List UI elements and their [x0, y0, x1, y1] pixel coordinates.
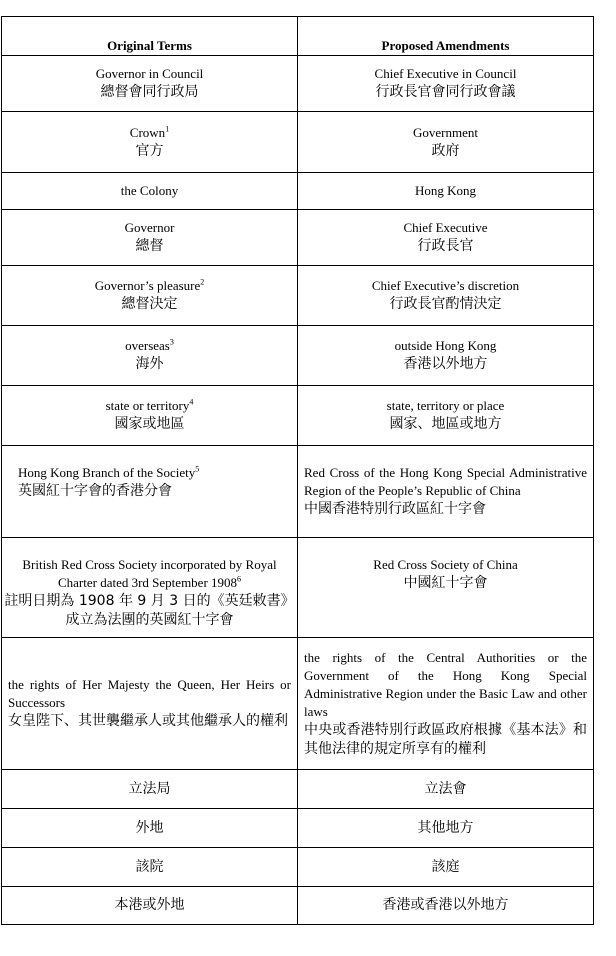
original-term-zh: 總督會同行政局: [100, 84, 199, 100]
proposed-term-en: Red Cross Society of China: [373, 557, 518, 572]
proposed-term-cell: [298, 112, 594, 173]
proposed-term-zh: 國家、地區或地方: [389, 416, 502, 432]
original-term-zh: 女皇陛下、其世襲繼承人或其他繼承人的權利: [8, 713, 288, 729]
original-term-cell: [2, 538, 298, 638]
proposed-term-en: Government: [413, 124, 478, 140]
original-term-en: British Red Cross Society incorporated by Royal Charter dated 3rd September 1908: [22, 557, 277, 590]
original-term-cell: [2, 887, 298, 925]
original-term-zh: 總督決定: [121, 296, 178, 312]
original-term-cell: [2, 112, 298, 173]
proposed-term-zh: 行政長官: [417, 238, 474, 254]
original-term-cell: [2, 848, 298, 887]
original-term-zh: 立法局: [128, 780, 171, 797]
proposed-term-en: Red Cross of the Hong Kong Special Administrative Region of the People’s Republic of China: [304, 465, 587, 498]
table-row: [2, 266, 594, 326]
proposed-term-en: state, territory or place: [386, 398, 505, 413]
original-term-en: Governor: [124, 220, 175, 235]
proposed-term-zh: 其他地方: [417, 819, 474, 836]
table-row: [2, 446, 594, 538]
original-term-zh: 國家或地區: [114, 416, 185, 432]
original-term-cell: [2, 266, 298, 326]
proposed-term-cell: [298, 638, 594, 770]
proposed-term-cell: [298, 446, 594, 538]
original-term-en: Hong Kong Branch of the Society: [18, 465, 196, 480]
proposed-term-cell: [298, 210, 594, 266]
proposed-term-zh: 中國香港特別行政區紅十字會: [304, 501, 486, 517]
table-row: [2, 386, 594, 446]
proposed-term-zh: 行政長官會同行政會議: [375, 84, 516, 100]
original-term-zh: 英國紅十字會的香港分會: [18, 483, 172, 499]
footnote-marker: 2: [200, 277, 205, 287]
footnote-marker: 4: [189, 397, 194, 407]
original-term-en: Governor’s pleasure: [94, 278, 201, 293]
table-row: [2, 210, 594, 266]
table-row: [2, 887, 594, 925]
footnote-marker: 3: [169, 337, 174, 347]
proposed-term-zh: 中國紅十字會: [403, 575, 488, 591]
proposed-term-zh: 中央或香港特別行政區政府根據《基本法》和其他法律的規定所享有的權利: [304, 721, 587, 757]
original-term-zh: 海外: [135, 356, 164, 372]
proposed-term-zh: 香港以外地方: [403, 356, 488, 372]
table-row: [2, 56, 594, 112]
footnote-marker: 6: [237, 574, 242, 584]
original-term-en: overseas: [125, 338, 170, 353]
terms-table: [1, 16, 594, 925]
original-term-en: the Colony: [120, 183, 179, 198]
proposed-term-zh: 香港或香港以外地方: [382, 897, 509, 913]
original-term-zh: 總督: [135, 238, 164, 254]
header-proposed-amendments: Proposed Amendments: [298, 17, 594, 56]
proposed-term-cell: [298, 538, 594, 638]
proposed-term-cell: [298, 887, 594, 925]
footnote-marker: 5: [195, 464, 200, 474]
original-term-cell: [2, 386, 298, 446]
proposed-term-en: Hong Kong: [414, 183, 477, 198]
proposed-term-cell: [298, 326, 594, 386]
proposed-term-en: the rights of the Central Authorities or the Government of the Hong Kong Special Administrative Region under the Basic Law and other laws: [304, 649, 587, 719]
proposed-term-zh: 立法會: [424, 780, 467, 797]
original-term-cell: [2, 809, 298, 848]
table-row: [2, 848, 594, 887]
header-original-terms: Original Terms: [2, 17, 298, 56]
original-term-cell: [2, 638, 298, 770]
proposed-term-cell: [298, 770, 594, 809]
proposed-term-cell: [298, 173, 594, 210]
original-term-cell: [2, 326, 298, 386]
proposed-term-en: Chief Executive in Council: [374, 66, 517, 81]
table-row: [2, 112, 594, 173]
proposed-term-cell: [298, 386, 594, 446]
table-row: [2, 770, 594, 809]
original-term-zh: 註明日期為 1908 年 9 月 3 日的《英廷敕書》成立為法團的英國紅十字會: [4, 593, 295, 628]
original-term-cell: [2, 56, 298, 112]
proposed-term-en: Chief Executive’s discretion: [371, 278, 520, 293]
original-term-en: state or territory: [105, 398, 190, 413]
header-row: [2, 17, 594, 56]
proposed-term-en: Chief Executive: [403, 220, 488, 235]
original-term-zh: 外地: [135, 819, 164, 836]
original-term-zh: 本港或外地: [114, 897, 185, 913]
original-term-en: Crown: [129, 124, 166, 140]
original-term-en: the rights of Her Majesty the Queen, Her Heirs or Successors: [8, 677, 291, 710]
original-term-cell: [2, 173, 298, 210]
proposed-term-cell: [298, 56, 594, 112]
proposed-term-zh: 行政長官酌情決定: [389, 296, 502, 312]
proposed-term-cell: [298, 266, 594, 326]
proposed-term-en: outside Hong Kong: [394, 338, 497, 353]
proposed-term-cell: [298, 848, 594, 887]
table-row: [2, 173, 594, 210]
original-term-en: Governor in Council: [95, 66, 204, 81]
original-term-zh: 官方: [135, 142, 164, 159]
table-row: [2, 538, 594, 638]
table-row: [2, 638, 594, 770]
proposed-term-zh: 政府: [431, 142, 460, 159]
proposed-term-cell: [298, 809, 594, 848]
original-term-cell: [2, 446, 298, 538]
table-row: [2, 809, 594, 848]
original-term-zh: 該院: [135, 858, 164, 875]
original-term-cell: [2, 210, 298, 266]
original-term-cell: [2, 770, 298, 809]
proposed-term-zh: 該庭: [431, 858, 460, 875]
footnote-marker: 1: [165, 124, 170, 134]
table-row: [2, 326, 594, 386]
